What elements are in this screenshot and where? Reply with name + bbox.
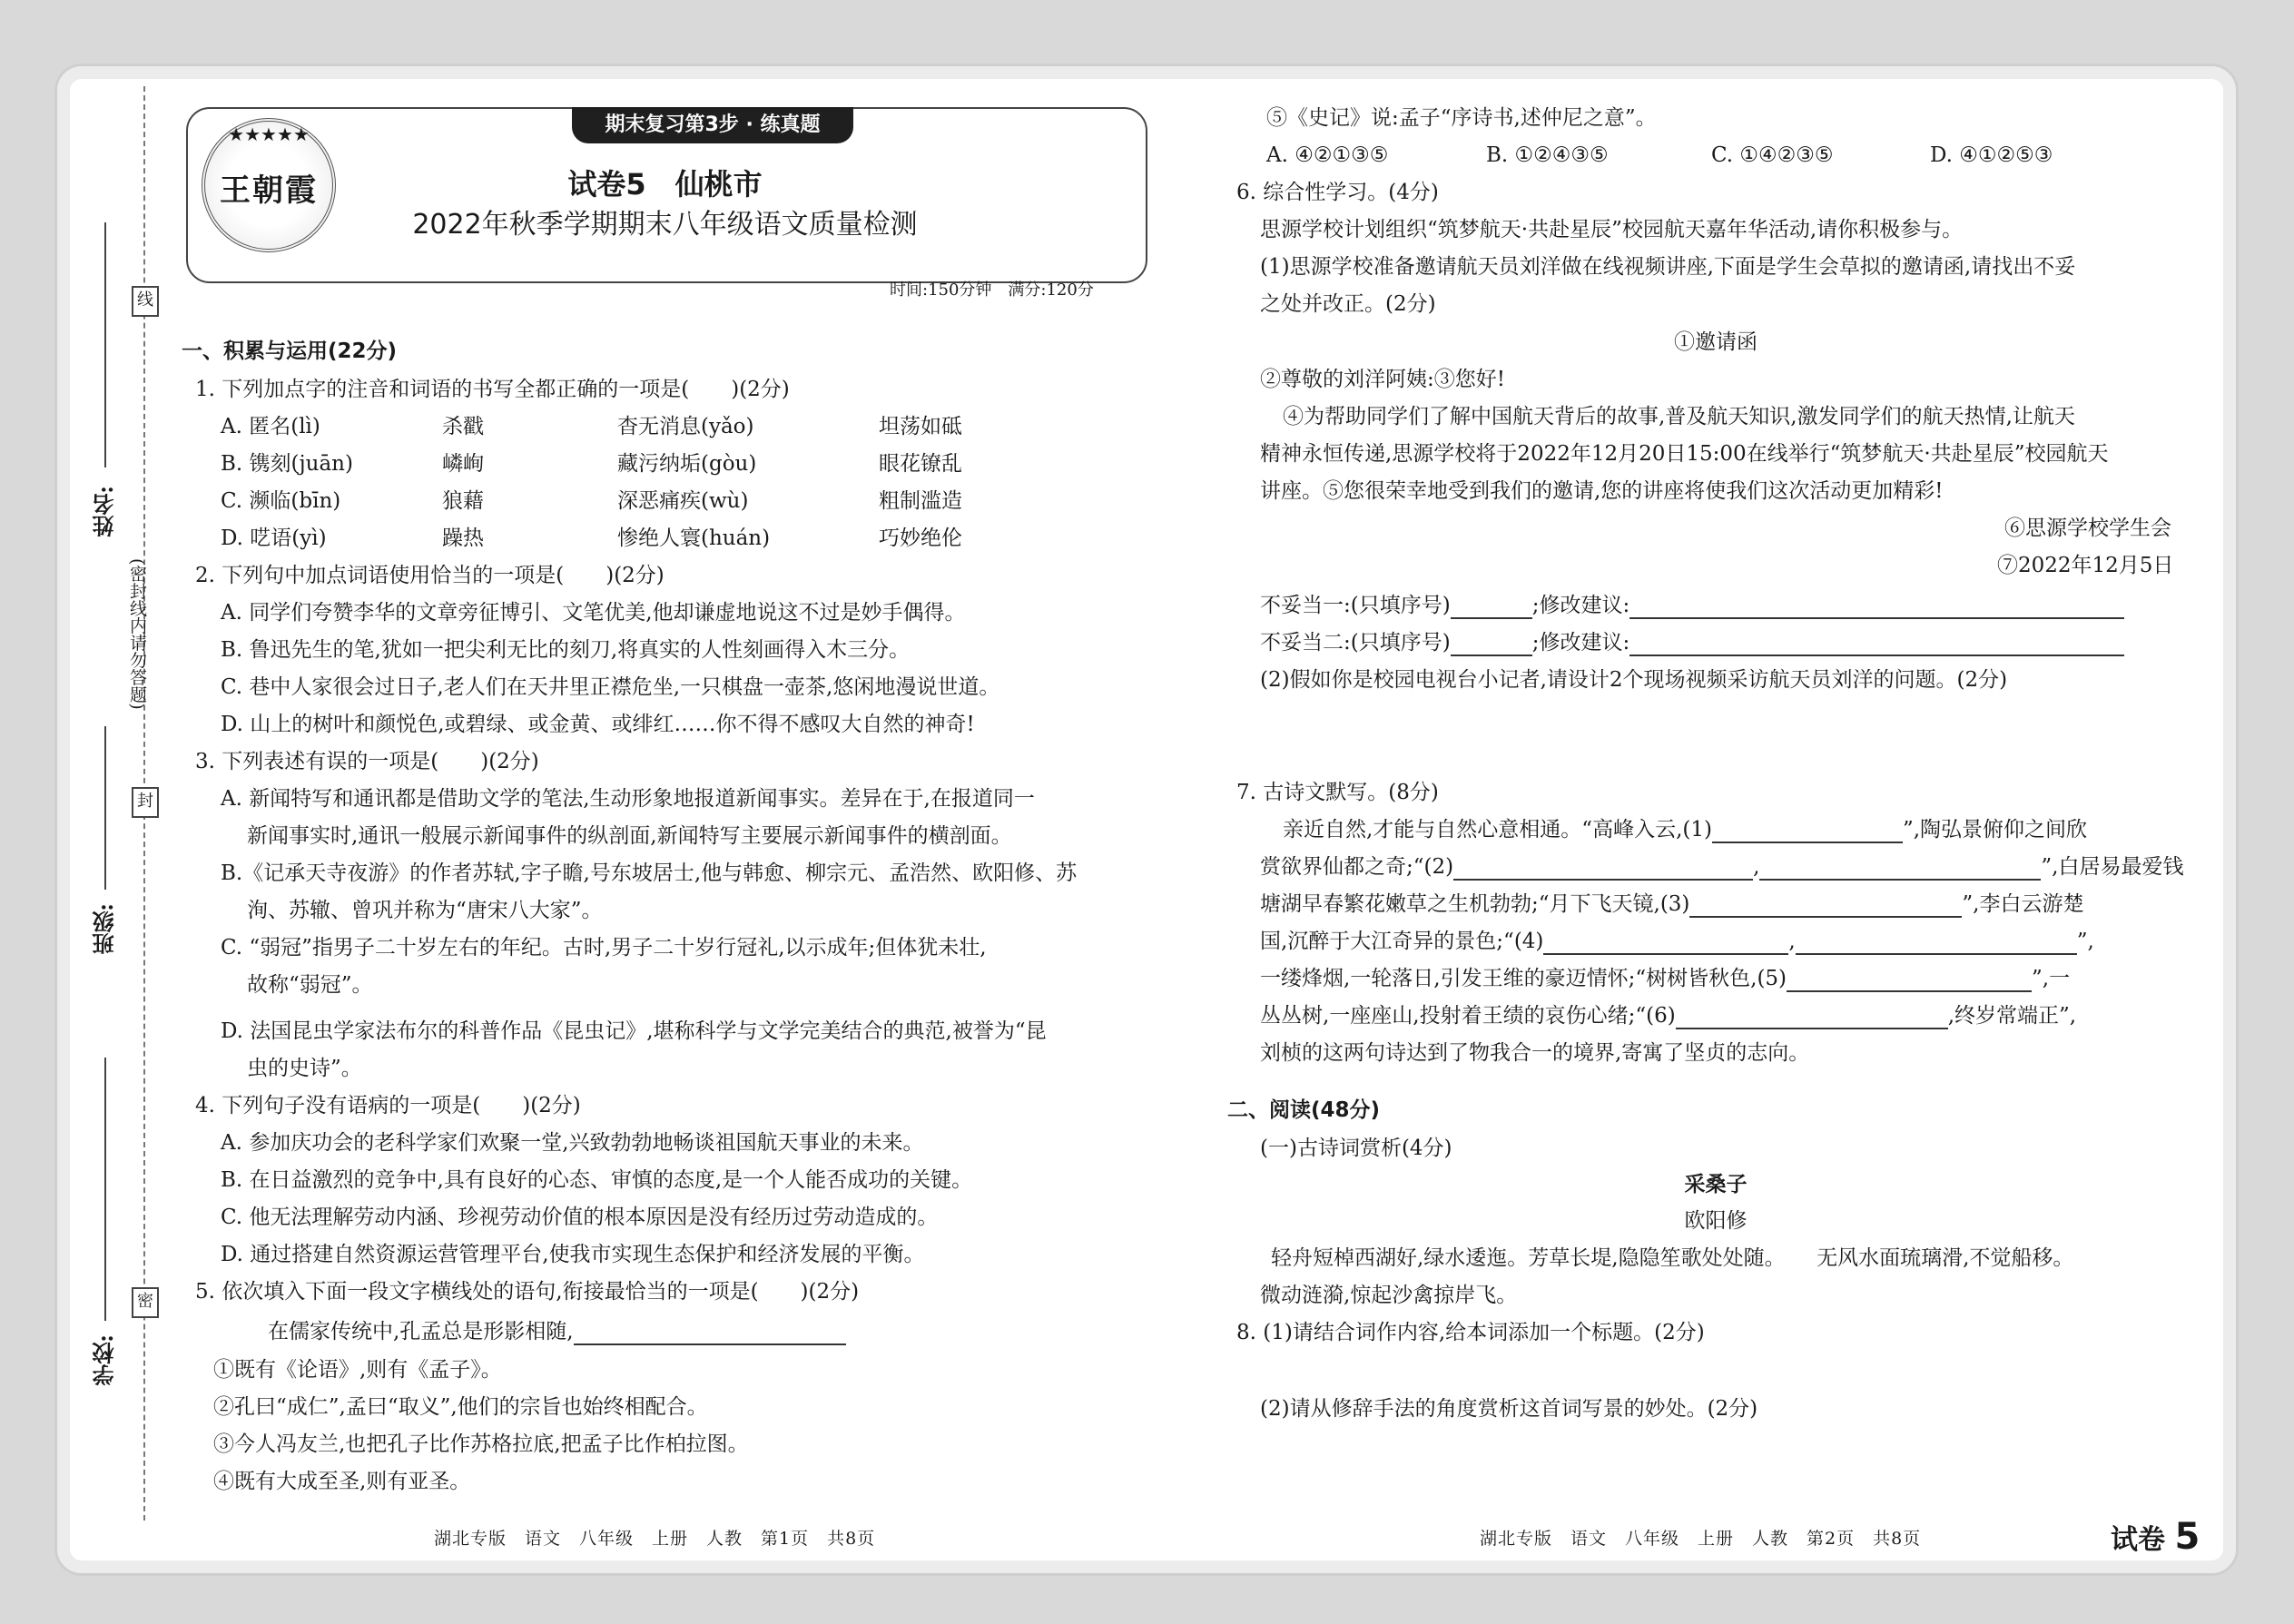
invite-date: ⑦2022年12月5日 <box>1997 554 2174 577</box>
paper-badge <box>2111 1516 2200 1558</box>
q3-a2: 新闻事实时,通讯一般展示新闻事件的纵剖面,新闻特写主要展示新闻事件的横剖面。 <box>247 824 1012 848</box>
class-field[interactable] <box>104 726 106 890</box>
q5-option-b: B. ①②④③⑤ <box>1486 143 1609 167</box>
invite-body-2: 精神永恒传递,思源学校将于2022年12月20日15:00在线举行“筑梦航天·共赴星辰”校园航天 <box>1260 442 2109 466</box>
q1-b4: 眼花镣乱 <box>879 452 962 476</box>
invite-greeting: ②尊敬的刘洋阿姨:③您好! <box>1260 368 1505 391</box>
q7-line-5: 一缕烽烟,一轮落日,引发王维的豪迈情怀;“树树皆秋色,(5) ”,一 <box>1260 967 2071 990</box>
q7-line-3: 塘湖早春繁花嫩草之生机勃勃;“月下飞天镜,(3) ”,李白云游楚 <box>1260 892 2084 916</box>
q2-c: C. 巷中人家很会过日子,老人们在天井里正襟危坐,一只棋盘一壶茶,悠闲地漫说世道。 <box>221 675 1000 699</box>
q6-p2: (2)假如你是校园电视台小记者,请设计2个现场视频采访航天员刘洋的问题。(2分) <box>1260 668 2008 692</box>
binding-mark-secret: 密 <box>132 1287 159 1318</box>
q1-a4: 坦荡如砥 <box>879 415 962 438</box>
q6-p1a: (1)思源学校准备邀请航天员刘洋做在线视频讲座,下面是学生会草拟的邀请函,请找出不妥 <box>1260 255 2076 279</box>
poem-author: 欧阳修 <box>1684 1209 1748 1233</box>
q1-d4: 巧妙绝伦 <box>879 527 962 550</box>
q6-intro: 思源学校计划组织“筑梦航天·共赴星辰”校园航天嘉年华活动,请你积极参与。 <box>1260 218 1964 241</box>
q8-1: 8. (1)请结合词作内容,给本词添加一个标题。(2分) <box>1236 1321 1705 1344</box>
binding-note: (密封线内请勿答题) <box>127 558 147 710</box>
q1-c1: C. 濒临(bīn) <box>221 489 341 513</box>
section-2-title: 二、阅读(48分) <box>1227 1098 1381 1122</box>
invite-body-3: 讲座。⑤您很荣幸地受到我们的邀请,您的讲座将使我们这次活动更加精彩! <box>1260 479 1944 503</box>
q5-stem: 5. 依次填入下面一段文字横线处的语句,衔接最恰当的一项是( )(2分) <box>195 1280 860 1304</box>
q1-a3: 杳无消息(yǎo) <box>617 415 754 438</box>
q1-d1: D. 呓语(yì) <box>221 527 327 550</box>
q1-a2: 杀戳 <box>442 415 484 438</box>
q5-option-a: A. ④②①③⑤ <box>1266 143 1389 167</box>
q6-fix-2: 不妥当二:(只填序号) ;修改建议: <box>1260 629 2124 656</box>
time-info: 时间:150分钟 满分:120分 <box>890 281 1094 300</box>
invite-body-1: ④为帮助同学们了解中国航天背后的故事,普及航天知识,激发同学们的航天热情,让航天 <box>1283 405 2075 428</box>
invite-title: ①邀请函 <box>1674 330 1757 354</box>
q2-d: D. 山上的树叶和颜悦色,或碧绿、或金黄、或绯红……你不得不感叹大自然的神奇! <box>221 713 975 736</box>
q3-c1: C. “弱冠”指男子二十岁左右的年纪。古时,男子二十岁行冠礼,以示成年;但体犹未壮, <box>221 936 987 960</box>
poem-title: 采桑子 <box>1684 1173 1748 1196</box>
paper-title: 试卷5 仙桃市 <box>567 167 763 202</box>
footer-right: 湖北专版 语文 八年级 上册 人教 第2页 共8页 <box>1480 1529 1922 1549</box>
q1-b2: 嶙峋 <box>442 452 484 476</box>
q7-line-2: 赏欲界仙都之奇;“(2) , ”,白居易最爱钱 <box>1260 855 2184 879</box>
q7-blank-2a[interactable] <box>1453 857 1753 881</box>
q2-a: A. 同学们夸赞李华的文章旁征博引、文笔优美,他却谦虚地说这不过是妙手偶得。 <box>221 601 966 625</box>
q6-stem: 6. 综合性学习。(4分) <box>1236 181 1439 204</box>
q2-b: B. 鲁迅先生的笔,犹如一把尖利无比的刻刀,将真实的人性刻画得入木三分。 <box>221 638 911 662</box>
q7-blank-1[interactable] <box>1712 820 1903 843</box>
section-1-title: 一、积累与运用(22分) <box>182 340 398 363</box>
school-field[interactable] <box>104 1058 106 1321</box>
q5-s4: ④既有大成至圣,则有亚圣。 <box>213 1470 471 1493</box>
class-label: 班级: <box>92 903 118 955</box>
q7-line-6: 丛丛树,一座座山,投射着王绩的哀伤心绪;“(6) ,终岁常端正”, <box>1260 1004 2077 1028</box>
q1-stem: 1. 下列加点字的注音和词语的书写全都正确的一项是( )(2分) <box>195 378 790 401</box>
q1-d2: 躁热 <box>442 527 484 550</box>
q4-c: C. 他无法理解劳动内涵、珍视劳动价值的根本原因是没有经历过劳动造成的。 <box>221 1206 939 1229</box>
q4-stem: 4. 下列句子没有语病的一项是( )(2分) <box>195 1094 581 1117</box>
q4-b: B. 在日益激烈的竞争中,具有良好的心态、审慎的态度,是一个人能否成功的关键。 <box>221 1168 973 1192</box>
q5-option-d: D. ④①②⑤③ <box>1930 143 2053 167</box>
badge-text: 试卷 <box>2111 1524 2165 1556</box>
q7-stem: 7. 古诗文默写。(8分) <box>1236 781 1439 804</box>
q2-stem: 2. 下列句中加点词语使用恰当的一项是( )(2分) <box>195 564 665 587</box>
q4-a: A. 参加庆功会的老科学家们欢聚一堂,兴致勃勃地畅谈祖国航天事业的未来。 <box>221 1131 924 1155</box>
q6-fix-2-suggestion[interactable] <box>1629 633 2124 656</box>
q3-d2: 虫的史诗”。 <box>247 1057 362 1080</box>
q5-blank[interactable] <box>574 1322 846 1345</box>
school-label: 学校: <box>92 1334 118 1386</box>
q7-line-7: 刘桢的这两句诗达到了物我合一的境界,寄寓了坚贞的志向。 <box>1260 1041 1810 1065</box>
q3-c2: 故称“弱冠”。 <box>247 973 373 997</box>
q3-d1: D. 法国昆虫学家法布尔的科普作品《昆虫记》,堪称科学与文学完美结合的典范,被誉为“昆 <box>221 1019 1047 1043</box>
q7-line-1: 亲近自然,才能与自然心意相通。“高峰入云,(1) ”,陶弘景俯仰之间欣 <box>1283 818 2088 842</box>
q4-d: D. 通过搭建自然资源运营管理平台,使我市实现生态保护和经济发展的平衡。 <box>221 1243 925 1266</box>
subsection-1-title: (一)古诗词赏析(4分) <box>1260 1137 1452 1160</box>
q3-a1: A. 新闻特写和通讯都是借助文学的笔法,生动形象地报道新闻事实。差异在于,在报道同一 <box>221 787 1035 811</box>
logo-text: 王朝霞 <box>220 172 318 209</box>
footer-left: 湖北专版 语文 八年级 上册 人教 第1页 共8页 <box>434 1529 876 1549</box>
name-field[interactable] <box>104 222 106 468</box>
q7-line-4: 国,沉醉于大江奇异的景色;“(4) , ”, <box>1260 930 2094 953</box>
q7-blank-4a[interactable] <box>1543 931 1788 955</box>
q8-2: (2)请从修辞手法的角度赏析这首词写景的妙处。(2分) <box>1260 1397 1758 1421</box>
q5-s3: ③今人冯友兰,也把孔子比作苏格拉底,把孟子比作柏拉图。 <box>213 1432 749 1456</box>
q7-blank-5[interactable] <box>1787 969 2032 992</box>
q5-s2: ②孔曰“成仁”,孟曰“取义”,他们的宗旨也始终相配合。 <box>213 1395 708 1419</box>
q7-blank-2b[interactable] <box>1759 857 2041 881</box>
q6-p1b: 之处并改正。(2分) <box>1260 292 1436 316</box>
q6-fix-2-number[interactable] <box>1451 633 1532 656</box>
binding-mark-seal: 封 <box>132 787 159 818</box>
q3-b2: 洵、苏辙、曾巩并称为“唐宋八大家”。 <box>247 899 603 922</box>
q7-blank-6[interactable] <box>1676 1006 1948 1029</box>
q1-c4: 粗制滥造 <box>879 489 962 513</box>
q6-fix-1-suggestion[interactable] <box>1629 595 2124 619</box>
poem-line-1: 轻舟短棹西湖好,绿水逶迤。芳草长堤,隐隐笙歌处处随。 无风水面琉璃滑,不觉船移。 <box>1271 1246 2074 1270</box>
crown-icon: ★★★★★ <box>228 123 310 145</box>
paper-subtitle: 2022年秋季学期期末八年级语文质量检测 <box>412 209 918 241</box>
q1-b3: 藏污纳垢(gòu) <box>617 452 757 476</box>
q5-option-c: C. ①④②③⑤ <box>1711 143 1834 167</box>
q1-d3: 惨绝人寰(huán) <box>617 527 771 550</box>
q3-b1: B.《记承天寺夜游》的作者苏轼,字子瞻,号东坡居士,他与韩愈、柳宗元、孟浩然、欧阳修、苏 <box>221 861 1078 885</box>
invite-signature: ⑥思源学校学生会 <box>2004 517 2171 540</box>
name-label: 姓名: <box>92 486 118 537</box>
q1-a1: A. 匿名(lì) <box>221 415 320 438</box>
q5-s5: ⑤《史记》说:孟子“序诗书,述仲尼之意”。 <box>1266 106 1657 130</box>
q3-stem: 3. 下列表述有误的一项是( )(2分) <box>195 750 539 773</box>
q5-s1: ①既有《论语》,则有《孟子》。 <box>213 1358 502 1382</box>
poem-line-2: 微动涟漪,惊起沙禽掠岸飞。 <box>1260 1284 1518 1307</box>
badge-number: 5 <box>2174 1516 2200 1558</box>
header-tag: 期末复习第3步 · 练真题 <box>572 107 853 143</box>
q6-fix-1-number[interactable] <box>1451 595 1532 619</box>
q7-blank-4b[interactable] <box>1796 931 2077 955</box>
q1-c2: 狼藉 <box>442 489 484 513</box>
q1-b1: B. 镌刻(juān) <box>221 452 353 476</box>
q6-fix-1: 不妥当一:(只填序号) ;修改建议: <box>1260 592 2124 619</box>
binding-mark-line: 线 <box>132 286 159 317</box>
q1-c3: 深恶痛疾(wù) <box>617 489 749 513</box>
q5-text: 在儒家传统中,孔孟总是形影相随, <box>268 1318 846 1345</box>
q7-blank-3[interactable] <box>1689 894 1962 918</box>
